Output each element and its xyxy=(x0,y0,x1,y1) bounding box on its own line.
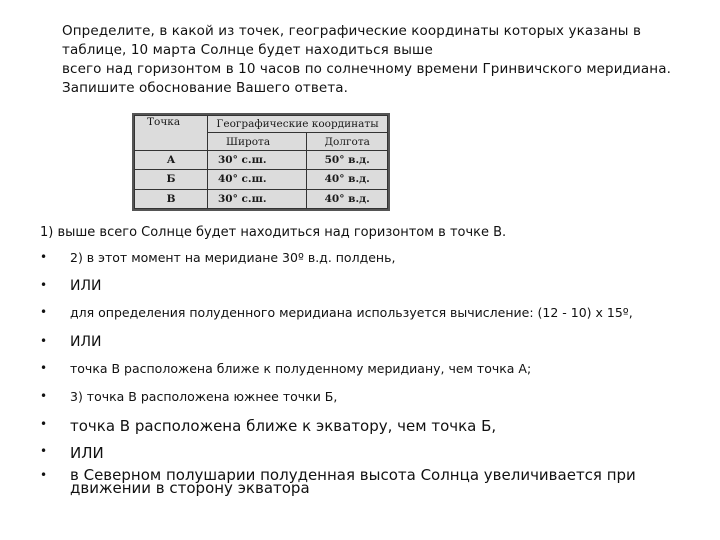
cell-point: Б xyxy=(135,170,208,189)
question-line: таблице, 10 марта Солнце будет находиться выше xyxy=(62,42,433,58)
answer-intro: 1) выше всего Солнце будет находиться над горизонтом в точке В. xyxy=(40,225,507,240)
cell-lon: 50° в.д. xyxy=(307,151,388,170)
list-item-text: 2) в этот момент на меридиане 30º в.д. полдень, xyxy=(70,250,396,265)
table-row xyxy=(135,151,388,170)
bullet-icon: • xyxy=(40,468,48,482)
bullet-icon: • xyxy=(40,334,48,348)
list-item xyxy=(38,305,698,334)
list-item-text: в Северном полушарии полуденная высота Солнца увеличивается при xyxy=(70,466,636,484)
list-item-text: ИЛИ xyxy=(70,334,102,350)
bullet-icon: • xyxy=(40,278,48,292)
header-lat: Широта xyxy=(208,133,307,151)
header-lon: Долгота xyxy=(307,133,388,151)
cell-lat: 40° с.ш. xyxy=(208,170,307,189)
cell-lat: 30° с.ш. xyxy=(208,189,307,208)
list-item xyxy=(38,361,698,389)
list-item-text: точка В расположена ближе к экватору, чем точка Б, xyxy=(70,417,497,435)
question-line: Определите, в какой из точек, географические координаты которых указаны в xyxy=(62,23,642,39)
list-item xyxy=(38,466,698,497)
list-item-text: ИЛИ xyxy=(70,278,102,294)
bullet-icon: • xyxy=(40,444,48,458)
list-item-text: 3) точка В расположена южнее точки Б, xyxy=(70,389,338,404)
cell-point: А xyxy=(135,151,208,170)
list-item-text: движении в сторону экватора xyxy=(70,479,310,497)
list-item-text: точка В расположена ближе к полуденному меридиану, чем точка А; xyxy=(70,361,532,376)
list-item xyxy=(38,334,698,361)
question-line: всего над горизонтом в 10 часов по солнечному времени Гринвичского меридиана. xyxy=(62,61,671,77)
header-point: Точка xyxy=(135,116,208,151)
question-text xyxy=(62,22,702,98)
bullet-icon: • xyxy=(40,305,48,319)
list-item xyxy=(38,250,698,278)
answer-list xyxy=(38,250,698,495)
table-row xyxy=(135,189,388,208)
cell-lon: 40° в.д. xyxy=(307,170,388,189)
header-coords: Географические координаты xyxy=(208,116,388,133)
bullet-icon: • xyxy=(40,250,48,264)
bullet-icon: • xyxy=(40,389,48,403)
cell-point: В xyxy=(135,189,208,208)
table-row xyxy=(135,170,388,189)
bullet-icon: • xyxy=(40,361,48,375)
coordinates-table xyxy=(132,113,390,211)
question-line: Запишите обоснование Вашего ответа. xyxy=(62,80,349,96)
list-item-text: ИЛИ xyxy=(70,444,104,462)
bullet-icon: • xyxy=(40,417,48,431)
list-item xyxy=(38,278,698,305)
cell-lon: 40° в.д. xyxy=(307,189,388,208)
cell-lat: 30° с.ш. xyxy=(208,151,307,170)
list-item xyxy=(38,417,698,444)
list-item-text: для определения полуденного меридиана используется вычисление: (12 - 10) х 15º, xyxy=(70,305,633,320)
list-item xyxy=(38,389,698,417)
